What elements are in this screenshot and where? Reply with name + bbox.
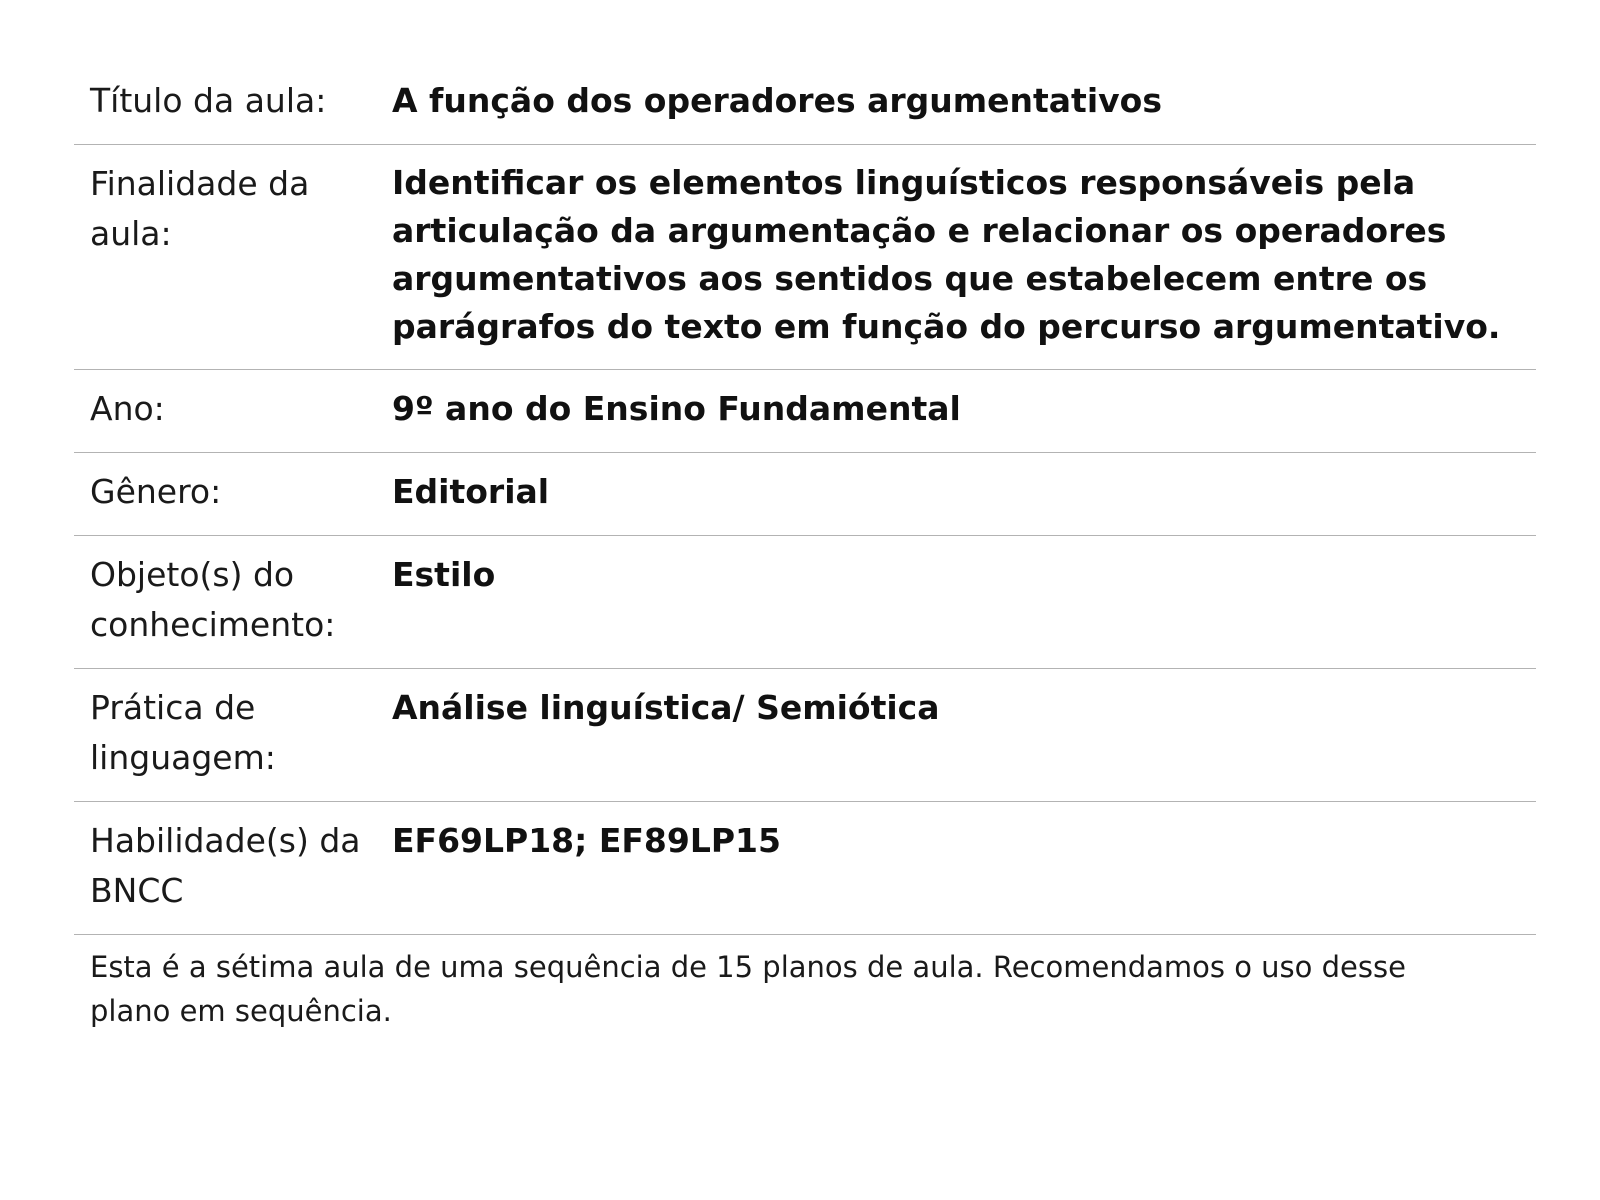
table-row-titulo (74, 62, 1536, 145)
row-value-habilidades: EF69LP18; EF89LP15 (392, 802, 1536, 935)
table-row-pratica (74, 669, 1536, 802)
row-label-objeto: Objeto(s) do conhecimento: (74, 536, 392, 669)
row-label-genero: Gênero: (74, 453, 392, 536)
row-label-pratica: Prática de linguagem: (74, 669, 392, 802)
row-label-finalidade: Finalidade da aula: (74, 145, 392, 370)
row-value-finalidade: Identificar os elementos linguísticos responsáveis pela articulação da argumentação e relacionar os operadores argumentativos aos sentidos que estabelecem entre os parágrafos do texto em função do percurso argumentativo. (392, 145, 1536, 370)
lesson-plan-sheet (74, 62, 1536, 1033)
row-value-objeto: Estilo (392, 536, 1536, 669)
row-label-titulo: Título da aula: (74, 62, 392, 145)
table-row-habilidades (74, 802, 1536, 935)
row-label-habilidades: Habilidade(s) da BNCC (74, 802, 392, 935)
lesson-info-table (74, 62, 1536, 935)
table-row-finalidade (74, 145, 1536, 370)
row-label-ano: Ano: (74, 370, 392, 453)
table-row-objeto (74, 536, 1536, 669)
row-value-titulo: A função dos operadores argumentativos (392, 62, 1536, 145)
row-value-pratica: Análise linguística/ Semiótica (392, 669, 1536, 802)
row-value-ano: 9º ano do Ensino Fundamental (392, 370, 1536, 453)
table-row-genero (74, 453, 1536, 536)
sequence-note: Esta é a sétima aula de uma sequência de 15 planos de aula. Recomendamos o uso desse plano em sequência. (90, 950, 1406, 1028)
table-row-ano (74, 370, 1536, 453)
row-value-genero: Editorial (392, 453, 1536, 536)
